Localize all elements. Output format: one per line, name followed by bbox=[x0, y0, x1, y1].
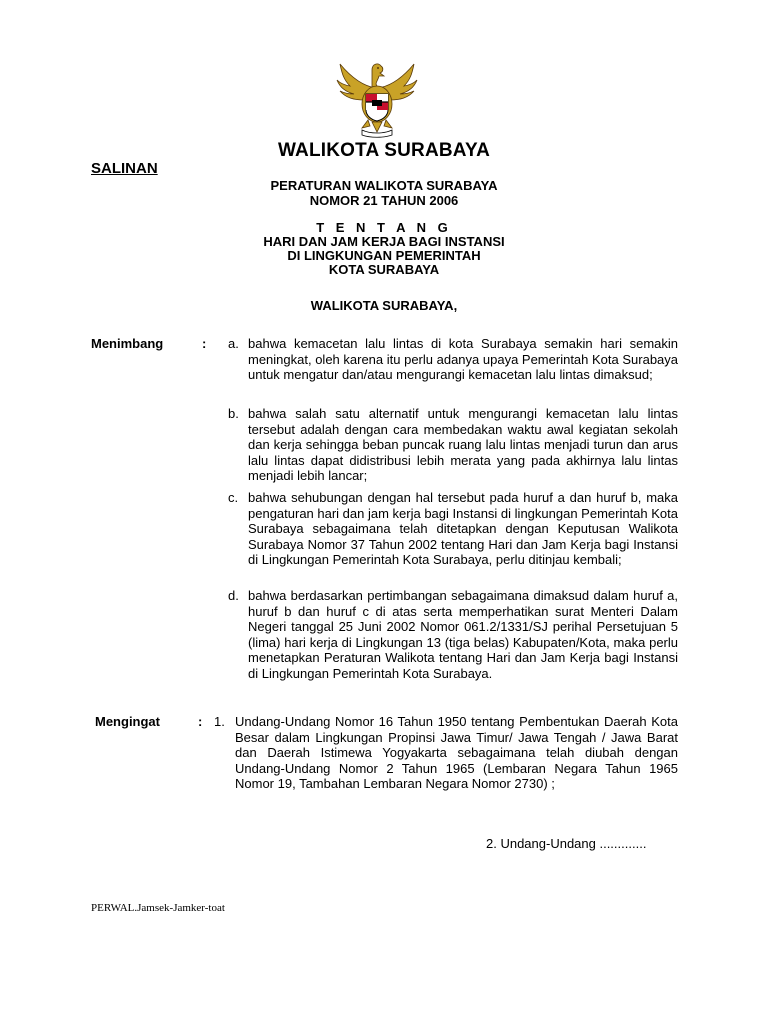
item-text: bahwa kemacetan lalu lintas di kota Surabaya semakin hari semakin meningkat, oleh karena itu perlu adanya upaya Pemerintah Kota Surabaya untuk mengatur dan/atau mengurangi kemacetan lalu lintas dimaksud; bbox=[248, 336, 679, 383]
mengingat-item-1 bbox=[214, 714, 678, 810]
item-text: Undang-Undang Nomor 16 Tahun 1950 tentang Pembentukan Daerah Kota Besar dalam Lingkungan Propinsi Jawa Timur/ Jawa Tengah / Jawa Barat dan Daerah Istimewa Yogyakarta sebagaimana telah diubah dengan Undang-Undang Nomor 2 Tahun 1965 (Lembaran Negara Tahun 1965 Nomor 19, Tambahan Lembaran Negara Nomor 2730) ; bbox=[235, 714, 678, 792]
item-text: bahwa salah satu alternatif untuk mengurangi kemacetan lalu lintas tersebut adalah dengan cara membedakan waktu awal kegiatan sekolah dan kerja sehingga beban puncak ruang lalu lintas menjadi turun dan arus lalu lintas dapat didistribusi lebih merata yang pada akhirnya lalu lintas menjadi lebih lancar; bbox=[248, 406, 678, 484]
menimbang-item-b bbox=[228, 406, 678, 486]
regulation-number: NOMOR 21 TAHUN 2006 bbox=[309, 193, 459, 208]
menimbang-item-c bbox=[228, 490, 678, 586]
menimbang-item-a bbox=[228, 336, 678, 400]
menimbang-item-d bbox=[228, 588, 678, 698]
mengingat-label: Mengingat bbox=[95, 714, 160, 729]
item-marker: b. bbox=[228, 406, 239, 421]
subject-line-2: DI LINGKUNGAN PEMERINTAH bbox=[287, 248, 481, 263]
garuda-emblem-icon bbox=[332, 58, 422, 138]
document-title: WALIKOTA SURABAYA bbox=[277, 140, 491, 161]
item-marker: c. bbox=[228, 490, 239, 505]
next-page-reference: 2. Undang-Undang ............. bbox=[486, 836, 647, 851]
item-marker: 1. bbox=[214, 714, 225, 729]
about-heading: T E N T A N G bbox=[316, 220, 452, 235]
document-code: PERWAL.Jamsek-Jamker-toat bbox=[91, 902, 225, 914]
subject-line-3: KOTA SURABAYA bbox=[328, 262, 440, 277]
menimbang-colon: : bbox=[202, 336, 207, 351]
copy-label: SALINAN bbox=[91, 160, 158, 177]
item-marker: a. bbox=[228, 336, 239, 351]
subject-line-1: HARI DAN JAM KERJA BAGI INSTANSI bbox=[263, 234, 505, 249]
signatory-heading: WALIKOTA SURABAYA, bbox=[310, 298, 458, 313]
item-text: bahwa berdasarkan pertimbangan sebagaimana dimaksud dalam huruf a, huruf b dan huruf c di atas serta memperhatikan surat Menteri Dalam Negeri tanggal 25 Juni 2002 Nomor 061.2/1331/SJ perihal Persetujuan 5 (lima) hari kerja di Lingkungan 13 (tiga belas) Kabupaten/Kota, maka perlu menetapkan Peraturan Walikota tentang Hari dan Jam Kerja bagi Instansi di Lingkungan Pemerintah Kota Surabaya. bbox=[248, 588, 678, 681]
regulation-title: PERATURAN WALIKOTA SURABAYA bbox=[270, 178, 498, 193]
mengingat-colon: : bbox=[198, 714, 203, 729]
item-text: bahwa sehubungan dengan hal tersebut pada huruf a dan huruf b, maka pengaturan hari dan jam kerja bagi Instansi di lingkungan Pemerintah Kota Surabaya sebagaimana telah ditetapkan dengan Keputusan Walikota Surabaya Nomor 37 Tahun 2002 tentang Hari dan Jam Kerja bagi Instansi di Lingkungan Pemerintah Kota Surabaya, perlu ditinjau kembali; bbox=[248, 490, 678, 568]
item-marker: d. bbox=[228, 588, 239, 603]
menimbang-label: Menimbang bbox=[91, 336, 164, 351]
